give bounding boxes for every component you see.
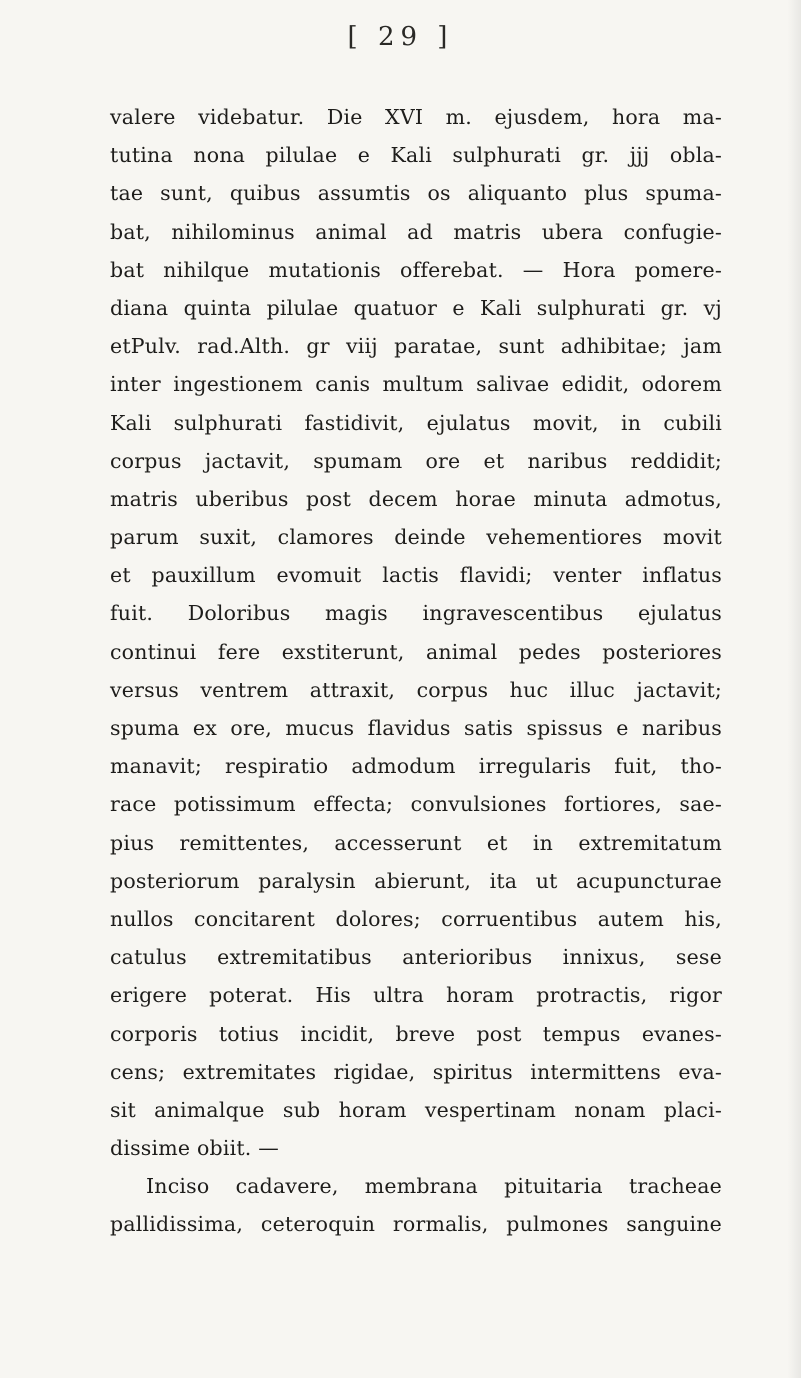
text-line: Inciso cadavere, membrana pituitaria tracheae: [146, 1174, 722, 1199]
text-line: corpus jactavit, spumam ore et naribus reddidit;: [110, 448, 722, 473]
text-line: cens; extremitates rigidae, spiritus intermittens eva-: [110, 1059, 722, 1084]
text-line: Kali sulphurati fastidivit, ejulatus movit, in cubili: [110, 410, 722, 435]
text-line: pallidissima, ceteroquin rormalis, pulmones sanguine: [110, 1212, 722, 1237]
text-line: tutina nona pilulae e Kali sulphurati gr. jjj obla-: [110, 143, 722, 168]
text-line: bat nihilque mutationis offerebat. — Hora pomere-: [110, 257, 722, 282]
text-line: bat, nihilominus animal ad matris ubera confugie-: [110, 219, 722, 244]
text-line: parum suxit, clamores deinde vehementiores movit: [110, 525, 722, 550]
page-number: [ 29 ]: [347, 22, 454, 52]
text-line: posteriorum paralysin abierunt, ita ut acupuncturae: [110, 868, 722, 893]
text-line: diana quinta pilulae quatuor e Kali sulphurati gr. vj: [110, 295, 722, 320]
text-line: catulus extremitatibus anterioribus innixus, sese: [110, 945, 722, 970]
text-line: valere videbatur. Die XVI m. ejusdem, hora ma-: [110, 105, 722, 129]
text-line: manavit; respiratio admodum irregularis fuit, tho-: [110, 754, 722, 779]
text-line: pius remittentes, accesserunt et in extremitatum: [110, 830, 722, 855]
text-line: etPulv. rad.Alth. gr viij paratae, sunt adhibitae; jam: [110, 334, 722, 359]
text-line: fuit. Doloribus magis ingravescentibus ejulatus: [110, 601, 722, 626]
text-line: corporis totius incidit, breve post tempus evanes-: [110, 1021, 722, 1046]
text-line: versus ventrem attraxit, corpus huc illuc jactavit;: [110, 677, 722, 702]
text-line: nullos concitarent dolores; corruentibus autem his,: [110, 906, 722, 931]
text-line: continui fere exstiterunt, animal pedes posteriores: [110, 639, 722, 664]
text-line: race potissimum effecta; convulsiones fortiores, sae-: [110, 792, 722, 817]
text-line: tae sunt, quibus assumtis os aliquanto plus spuma-: [110, 181, 722, 206]
text-line: sit animalque sub horam vespertinam nonam placi-: [110, 1097, 722, 1122]
text-line: erigere poterat. His ultra horam protractis, rigor: [110, 983, 722, 1008]
page-edge-shadow: [787, 0, 801, 1378]
text-line: matris uberibus post decem horae minuta admotus,: [110, 486, 722, 511]
body-text: [110, 98, 722, 1244]
text-line: inter ingestionem canis multum salivae edidit, odorem: [110, 372, 722, 397]
text-line: spuma ex ore, mucus flavidus satis spissus e naribus: [110, 716, 722, 740]
text-line: et pauxillum evomuit lactis flavidi; venter inflatus: [110, 563, 722, 588]
text-line: dissime obiit. —: [110, 1136, 279, 1161]
